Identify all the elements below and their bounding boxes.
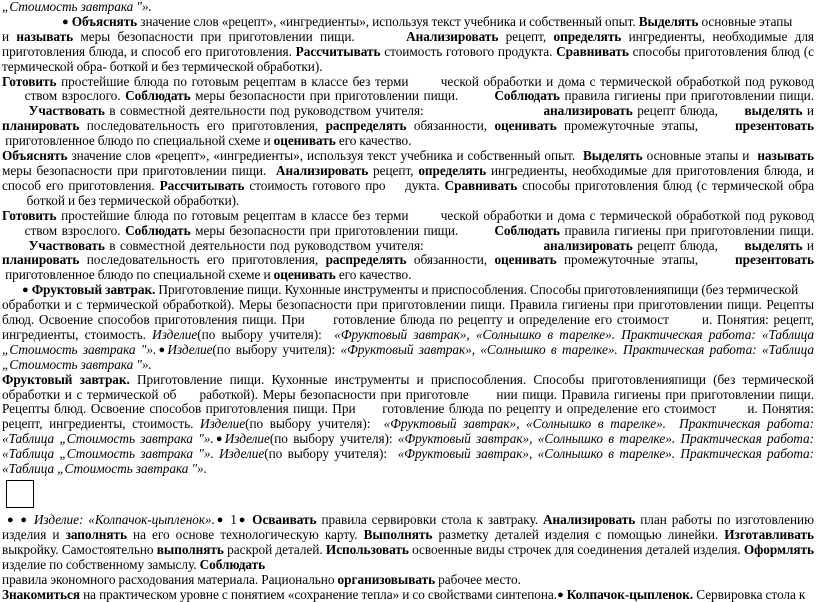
para-block-2: Готовить простейшие блюда по готовым рецептам в классе без терми ческой обработки и дома с термической обработкой под руковод ством взрослого. Соблюдать меры безопасности при приготовлении пищи. Соблюдать правила гигиены при приготовлении пищи. Участвовать в совместной деятельности под руководством учителя: анализировать рецепт блюда, выделять и планировать последовательность его приготовления, распределять обязанности, оценивать промежуточные этапы, презентовать приготовленное блюдо по специальной схеме и оценивать его качество. [2,73,815,149]
para-block-3: Объяснять значение слов «рецепт», «ингредиенты», используя текст учебника и собственный опыт. Выделять основные этапы и называть меры безопасности при приготовлении пищи. Анализировать рецепт, определять ингредиенты, необходимые для приготовления блюда, и способ его приготовления. Рассчитывать стоимость готового про дукта. Сравнивать способы приготовления блюд (с термической обра боткой и без термической обработки). [2,148,814,208]
para-fruktovy-1: ● Фруктовый завтрак. Приготовление пищи. Кухонные инструменты и приспособления. Способы приготовленияпищи (без термической [22,282,799,298]
para-block-4: Готовить простейшие блюда по готовым рецептам в классе без терми ческой обработки и дома с термической обработкой под руковод ством взрослого. Соблюдать меры безопасности при приготовлении пищи. Соблюдать правила гигиены при приготовлении пищи. Участвовать в совместной деятельности под руководством учителя: анализировать рецепт блюда, выделять и планировать последовательность его приготовления, распределять обязанности, оценивать промежуточные этапы, презентовать приготовленное блюдо по специальной схеме и оценивать его качество. [2,207,815,283]
para-block-1: ● Объяснять значение слов «рецепт», «ингредиенты», используя текст учебника и собственный опыт. Выделять основные этапы [62,13,793,29]
empty-image-frame [6,480,34,508]
para-kolpachok-cont: правила экономного расходования материала. Рационально организовывать рабочее место. [2,571,521,587]
para-block-1-cont: и называть меры безопасности при приготовлении пищи. Анализировать рецепт, определять ингредиенты, необходимые для приготовления блюда, и способ его приготовления. Рассчитывать стоимость готового продукта. Сравнивать способы приготовления блюд (с термической обра- боткой и без термической обработки). [2,28,815,74]
para-stoimost-title: „Стоимость завтрака "». [2,0,152,14]
para-fruktovy-2: Фруктовый завтрак. Приготовление пищи. Кухонные инструменты и приспособления. Способы приготовленияпищи (без термической обработки и с термической об работкой). Меры безопасности при приготовле нии пищи. Правила гигиены при приготовлении пищи. Рецепты блюд. Освоение способов приготовления пищи. При готовление блюда по рецепту и определение его стоимост и. Понятия: рецепт, ингредиенты, стоимость. Изделие(по выбору учителя): «Фруктовый завтрак», «Солнышко в тарелке». Практическая работа: «Таблица „Стоимость завтрака "».●Изделие(по выбору учителя): «Фруктовый завтрак», «Солнышко в тарелке». Практическая работа: «Таблица „Стоимость завтрака "». Изделие(по выбору учителя): «Фруктовый завтрак», «Солнышко в тарелке». Практическая работа: «Таблица „Стоимость завтрака "». [2,371,815,477]
para-fruktovy-1-cont: обработки и с термической обработкой). Меры безопасности при приготовлении пищи. Правила гигиены при приготовлении пищи. Рецепты блюд. Освоение способов приготовления пищи. При готовление блюда по рецепту и определение его стоимост и. Понятия: рецепт, ингредиенты, стоимость. Изделие(по выбору учителя): «Фруктовый завтрак», «Солнышко в тарелке». Практическая работа: «Таблица „Стоимость завтрака "».●Изделие(по выбору учителя): «Фруктовый завтрак», «Солнышко в тарелке». Практическая работа: «Таблица „Стоимость завтрака "». [2,297,814,372]
para-znakomitsya: Знакомиться на практическом уровне с понятием «сохранение тепла» и со свойствами синтепона.● Колпачок-цыпленок. Сервировка стола к [2,586,806,602]
para-kolpachok: ● ● Изделие: «Колпачок-цыпленок».● 1● Осваивать правила сервировки стола к завтраку. Анализировать план работы по изготовлению изделия и заполнять на его основе технологическую карту. Выполнять разметку деталей изделия с помощью линейки. Изготавливать выкройку. Самостоятельно выполнять раскрой деталей. Использовать освоенные виды строчек для соединения деталей изделия. Оформлять изделие по собственному замыслу. Соблюдать [2,512,815,572]
